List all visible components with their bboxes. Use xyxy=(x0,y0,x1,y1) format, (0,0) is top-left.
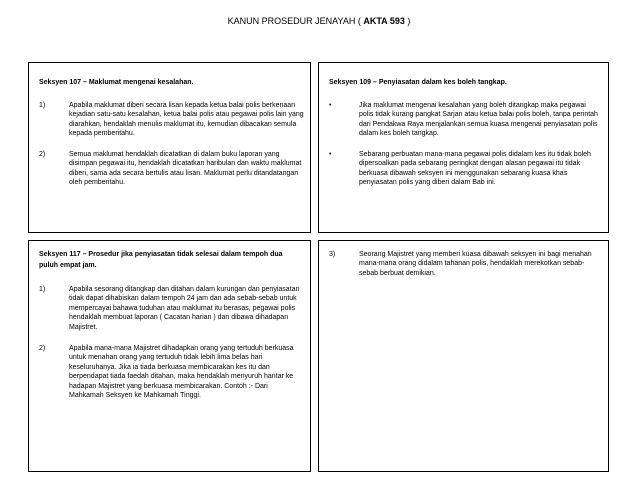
section-117-item-1 xyxy=(39,285,304,332)
item-number: 1) xyxy=(39,286,46,293)
title-prefix: KANUN PROSEDUR JENAYAH ( xyxy=(227,16,364,26)
section-117-heading: Seksyen 117 – Prosedur jika penyiasatan tidak selesai dalam tempoh dua puluh empat jam. xyxy=(39,251,283,269)
section-109-box xyxy=(318,62,609,233)
item-number: 2) xyxy=(39,151,46,158)
item-text: Apabila maklumat diberi secara lisan kepada ketua balai polis berkenaan kejadian satu-satu kesalahan, ketua balai polis atau pegawai polis lain yang diarahkan, hendaklah menulis maklumat itu, kemudian dibacakan semula kepada pemberitahu. xyxy=(69,102,304,138)
item-text: Apabila sesorang ditangkap dan ditahan dalam kurungan dan penyiasatan tidak dapat dihabiskan dalam tempoh 24 jam dan ada sebab-sebab untuk mempercayai bahawa tuduhan atau maklumat itu berasas, pegawai polis hendaklah membuat laporan ( Cacatan harian ) dan dibawa dihadapan Majistret. xyxy=(69,286,300,331)
section-117-continued-box xyxy=(318,240,609,472)
section-117-box xyxy=(28,240,311,472)
section-107-item-2 xyxy=(39,150,304,188)
title-suffix: ) xyxy=(404,16,411,26)
bullet-marker: • xyxy=(329,151,332,158)
item-text: Seorang Majistret yang memberi kuasa dibawah seksyen ini bagi menahan mana-mana orang didalam tahanan polis, hendaklah merekotkan sebab-sebab berbuat demikian. xyxy=(359,251,592,277)
item-number: 3) xyxy=(329,251,336,258)
section-117-item-2 xyxy=(39,344,304,400)
item-number: 2) xyxy=(39,345,46,352)
section-107-box xyxy=(28,62,311,233)
title-act-number: AKTA 593 xyxy=(363,16,405,26)
section-109-item-2 xyxy=(329,150,602,188)
item-text: Apabila mana-mana Majistret dihadapkan orang yang tertuduh berkuasa untuk menahan orang yang tertuduh tidak lebih lima belas hari keseluruhanya. Jika ia tiada berkuasa membicarakan kes itu dan berpendapat tiada faedah ditahan, maka hendaklah menyuruh hantar ke hadapan Majistret yang berkuasa membicarakan. Contoh :- Dari Mahkamah Seksyen ke Mahkamah Tinggi. xyxy=(69,345,294,400)
item-text: Semua maklumat hendaklah dicatatkan di dalam buku laporan yang disimpan pegawai itu, hendaklah dicatatkan haribulan dan waktu maklumat diberi, sama ada secara bertulis atau lisan. Maklumat perlu ditandatangan oleh pemberitahu. xyxy=(69,151,302,187)
section-107-heading: Seksyen 107 – Maklumat mengenai kesalahan. xyxy=(39,79,194,86)
section-109-heading: Seksyen 109 – Penyiasatan dalam kes boleh tangkap. xyxy=(329,79,507,86)
page-title xyxy=(0,16,638,27)
item-text: Jika maklumat mengenai kesalahan yang boleh ditangkap maka pegawai polis tidak kurang pangkat Sarjan atau ketua balai polis boleh, tanpa perintah dari Pendakwa Raya menjalankan semua kuasa mengenai penyiasatan polis dalam kes boleh tangkap. xyxy=(359,102,598,138)
bullet-marker: • xyxy=(329,102,332,109)
item-text: Sebarang perbuatan mana-mana pegawai polis didalam kes itu tidak boleh dipersoalkan pada sebarang peringkat dengan alasan pegawai itu tidak berkuasa dibawah seksyen ini menggunakan sebarang kuasa khas penyiasatan polis yang diberi dalam Bab ini. xyxy=(359,151,591,187)
section-109-item-1 xyxy=(329,101,602,139)
section-107-item-1 xyxy=(39,101,304,139)
section-117-item-3 xyxy=(329,250,602,278)
item-number: 1) xyxy=(39,102,46,109)
